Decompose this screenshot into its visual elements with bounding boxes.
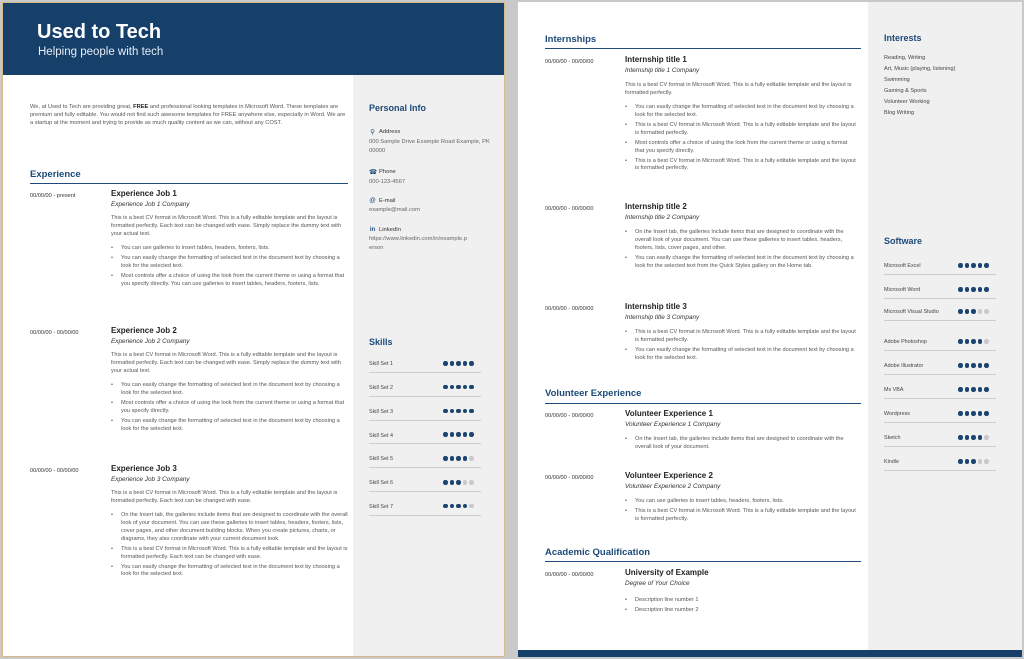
interest-item: Blog Writing	[884, 110, 915, 116]
location-pin-icon: ⚲	[370, 129, 375, 136]
rating-dot-filled	[450, 432, 455, 437]
volunteer-entry-1	[625, 409, 857, 454]
academic-bullets	[625, 597, 857, 615]
internship-bullet: • This is a best CV format in Microsoft Word. This is a fully editable template and the layout is formatted perfectly.	[625, 329, 857, 345]
rating-row	[884, 457, 996, 468]
rating-divider	[369, 515, 481, 516]
rating-dot-filled	[456, 456, 461, 461]
phone-label: Phone	[379, 169, 396, 175]
university-name: University of Example	[625, 568, 709, 577]
rating-row	[369, 383, 481, 394]
internship-date: 00/00/00 - 00/00/00	[545, 59, 594, 65]
internship-bullet: • You can easily change the formatting of selected text in the document text by choosing a look for the selected text.	[625, 104, 857, 120]
volunteer-bullet: • You can use galleries to insert tables, headers, footers, lists.	[625, 498, 857, 506]
job-date: 00/00/00 - 00/00/00	[30, 468, 79, 474]
rating-dot-filled	[958, 435, 963, 440]
rating-row	[369, 407, 481, 418]
email-label: E-mail	[379, 197, 396, 204]
rating-label: Skill Set 7	[369, 503, 393, 510]
rating-dot-filled	[971, 459, 976, 464]
software-heading: Software	[884, 236, 923, 246]
academic-date: 00/00/00 - 00/00/00	[545, 572, 594, 578]
academic-bullet: • Description line number 2	[625, 607, 857, 615]
rating-dot-filled	[456, 504, 461, 509]
linkedin-value[interactable]: https://www.linkedin.com/in/example.person	[369, 236, 467, 251]
rating-divider	[884, 470, 996, 471]
intro-text-1: We, at Used to Tech are providing great,	[30, 104, 134, 110]
job-bullets	[111, 512, 349, 580]
rating-dots	[958, 459, 989, 464]
rating-dot-empty	[469, 456, 474, 461]
internship-title: Internship title 2	[625, 202, 687, 211]
internship-entry-3	[625, 302, 857, 365]
rating-dot-filled	[463, 361, 468, 366]
rating-dot-filled	[971, 411, 976, 416]
job-bullet: • You can use galleries to insert tables, headers, footers, lists.	[111, 245, 349, 253]
rating-label: Skill Set 3	[369, 408, 393, 415]
rating-divider	[369, 372, 481, 373]
rating-divider	[884, 446, 996, 447]
linkedin-block	[369, 227, 469, 252]
phone-icon: ☎	[369, 169, 378, 176]
volunteer-bullets	[625, 498, 857, 524]
linkedin-icon: in	[369, 227, 376, 233]
internship-bullets	[625, 329, 857, 363]
job-entry-2	[111, 326, 349, 435]
email-block	[369, 197, 491, 215]
rating-dot-filled	[958, 459, 963, 464]
rating-dot-filled	[971, 263, 976, 268]
job-company: Experience Job 2 Company	[111, 338, 190, 345]
rating-dot-filled	[971, 339, 976, 344]
rating-dot-filled	[984, 411, 989, 416]
rating-dot-filled	[965, 339, 970, 344]
personal-info-heading: Personal Info	[369, 103, 427, 113]
rating-divider	[369, 396, 481, 397]
rating-dot-filled	[978, 363, 983, 368]
rating-row	[884, 361, 996, 372]
internship-bullet: • On the Insert tab, the galleries include items that are designed to coordinate with the overall look of your document. You can use these galleries to insert tables, headers, footers, lists, cover pages, and other.	[625, 229, 857, 253]
experience-heading: Experience	[30, 169, 81, 180]
rating-dots	[958, 363, 989, 368]
internship-entry-2	[625, 202, 857, 273]
rating-dot-filled	[965, 459, 970, 464]
rating-row	[884, 385, 996, 396]
rating-row	[884, 433, 996, 444]
rating-dot-filled	[965, 387, 970, 392]
job-date: 00/00/00 - 00/00/00	[30, 330, 79, 336]
address-block	[369, 128, 491, 155]
job-entry-1	[111, 189, 349, 291]
rating-dot-filled	[978, 387, 983, 392]
rating-dot-filled	[984, 387, 989, 392]
rating-dots	[443, 504, 474, 509]
intro-free: FREE	[133, 104, 149, 110]
rating-dot-filled	[443, 480, 448, 485]
rating-row	[369, 359, 481, 370]
rating-dot-filled	[456, 361, 461, 366]
rating-dot-filled	[450, 385, 455, 390]
rating-dots	[443, 432, 474, 437]
rating-dot-empty	[469, 480, 474, 485]
internship-title: Internship title 1	[625, 55, 687, 64]
rating-dot-filled	[463, 456, 468, 461]
resume-page-1	[2, 2, 505, 657]
rating-label: Skill Set 6	[369, 480, 393, 487]
job-title: Experience Job 3	[111, 464, 177, 473]
rating-dot-filled	[965, 309, 970, 314]
rating-dot-filled	[456, 480, 461, 485]
rating-divider	[369, 420, 481, 421]
rating-dot-filled	[463, 385, 468, 390]
academic-rule	[545, 561, 861, 562]
volunteer-company: Volunteer Experience 2 Company	[625, 483, 721, 490]
experience-rule	[30, 183, 348, 184]
job-description: This is a best CV format in Microsoft Word. This is a fully editable template and the layout is formatted perfectly. Each text can be changed with ease. Simply replace the dummy text with your actual text.	[111, 215, 341, 237]
internship-bullets	[625, 104, 857, 174]
rating-label: Sketch	[884, 435, 901, 442]
rating-dots	[958, 387, 989, 392]
address-value: 000 Sample Drive Example Road Example, PK 00000	[369, 139, 490, 154]
rating-label: Kindle	[884, 459, 899, 466]
volunteer-title: Volunteer Experience 2	[625, 471, 713, 480]
job-company: Experience Job 3 Company	[111, 476, 190, 483]
rating-label: Adobe Illustrator	[884, 363, 924, 370]
internship-description: This is a best CV format in Microsoft Word. This is a fully editable template and the layout is formatted perfectly.	[625, 82, 852, 96]
internships-rule	[545, 48, 861, 49]
rating-dots	[958, 309, 989, 314]
rating-dot-filled	[456, 385, 461, 390]
rating-dot-filled	[443, 504, 448, 509]
academic-heading: Academic Qualification	[545, 547, 651, 558]
volunteer-date: 00/00/00 - 00/00/00	[545, 413, 594, 419]
job-description: This is a best CV format in Microsoft Word. This is a fully editable template and the layout is formatted perfectly. Each text can be changed with ease. Simply replace the dummy text with your actual text.	[111, 352, 341, 374]
rating-dot-filled	[971, 363, 976, 368]
rating-dots	[443, 385, 474, 390]
rating-label: Adobe Photoshop	[884, 339, 927, 346]
rating-dot-empty	[978, 459, 983, 464]
rating-dot-filled	[984, 287, 989, 292]
rating-dots	[958, 263, 989, 268]
job-bullet: • This is a best CV format in Microsoft Word. This is a fully editable template and the layout is formatted perfectly. Each text can be changed with ease.	[111, 546, 349, 562]
interest-item: Reading, Writing	[884, 55, 926, 61]
volunteer-date: 00/00/00 - 00/00/00	[545, 475, 594, 481]
rating-dots	[443, 456, 474, 461]
rating-dot-filled	[958, 363, 963, 368]
rating-row	[369, 478, 481, 489]
rating-label: Microsoft Excel	[884, 263, 921, 270]
rating-dot-filled	[965, 287, 970, 292]
rating-row	[369, 430, 481, 441]
volunteer-company: Volunteer Experience 1 Company	[625, 421, 721, 428]
rating-dot-filled	[965, 363, 970, 368]
rating-dot-filled	[443, 456, 448, 461]
rating-dot-filled	[469, 409, 474, 414]
rating-dot-filled	[978, 263, 983, 268]
job-date: 00/00/00 - present	[30, 193, 76, 199]
volunteer-title: Volunteer Experience 1	[625, 409, 713, 418]
rating-dot-filled	[978, 435, 983, 440]
rating-dot-filled	[463, 409, 468, 414]
header-banner	[3, 3, 505, 75]
interest-item: Swimming	[884, 77, 910, 83]
rating-dot-filled	[443, 409, 448, 414]
footer-bar	[518, 650, 1022, 657]
rating-dot-filled	[978, 411, 983, 416]
job-description: This is a best CV format in Microsoft Word. This is a fully editable template and the layout is formatted perfectly. Each text can be changed with ease.	[111, 490, 338, 504]
job-title: Experience Job 1	[111, 189, 177, 198]
rating-dot-filled	[463, 432, 468, 437]
volunteer-entry-2	[625, 471, 857, 526]
rating-label: Skill Set 5	[369, 456, 393, 463]
rating-dot-filled	[971, 435, 976, 440]
rating-label: Microsoft Word	[884, 287, 921, 294]
rating-row	[369, 502, 481, 513]
rating-dot-empty	[984, 459, 989, 464]
at-sign-icon: @	[369, 197, 376, 204]
rating-dots	[443, 361, 474, 366]
rating-label: Skill Set 1	[369, 361, 393, 368]
rating-row	[884, 285, 996, 296]
rating-dot-filled	[984, 263, 989, 268]
rating-row	[884, 337, 996, 348]
phone-block	[369, 168, 491, 187]
rating-dot-empty	[984, 309, 989, 314]
rating-divider	[369, 467, 481, 468]
internship-date: 00/00/00 - 00/00/00	[545, 206, 594, 212]
interest-item: Volunteer Working	[884, 99, 930, 105]
rating-dot-filled	[965, 435, 970, 440]
interest-item: Art, Music (playing, listening)	[884, 66, 956, 72]
academic-entry	[625, 568, 857, 617]
rating-dot-empty	[984, 435, 989, 440]
internship-company: Internship title 1 Company	[625, 67, 700, 74]
rating-dot-filled	[978, 339, 983, 344]
rating-dots	[958, 339, 989, 344]
rating-dots	[958, 287, 989, 292]
rating-divider	[884, 298, 996, 299]
internship-bullet: • Most controls offer a choice of using the look from the current theme or using a format that you specify directly.	[625, 140, 857, 156]
rating-dot-filled	[469, 361, 474, 366]
internship-bullet: • You can easily change the formatting of selected text in the document text by choosing a look for the selected text.	[625, 347, 857, 363]
job-bullet: • You can easily change the formatting of selected text in the document text by choosing a look for the selected text.	[111, 255, 349, 271]
rating-divider	[884, 374, 996, 375]
rating-dot-filled	[463, 504, 468, 509]
rating-divider	[884, 398, 996, 399]
resume-page-2	[518, 2, 1022, 657]
rating-dot-filled	[971, 309, 976, 314]
rating-dots	[443, 480, 474, 485]
rating-dots	[443, 409, 474, 414]
interests-heading: Interests	[884, 33, 922, 43]
job-bullet: • You can easily change the formatting of selected text in the document text by choosing a look for the selected text.	[111, 418, 349, 434]
address-label: Address	[379, 129, 401, 135]
rating-dots	[958, 411, 989, 416]
academic-bullet: • Description line number 1	[625, 597, 857, 605]
rating-dot-filled	[958, 263, 963, 268]
internship-company: Internship title 2 Company	[625, 214, 700, 221]
rating-dot-filled	[965, 411, 970, 416]
rating-dot-empty	[469, 504, 474, 509]
rating-label: Ms VBA	[884, 387, 904, 394]
job-company: Experience Job 1 Company	[111, 201, 190, 208]
volunteer-rule	[545, 403, 861, 404]
rating-divider	[369, 491, 481, 492]
internships-heading: Internships	[545, 34, 597, 45]
email-value[interactable]: example@mail.com	[369, 207, 420, 213]
job-title: Experience Job 2	[111, 326, 177, 335]
internship-bullet: • This is a best CV format in Microsoft Word. This is a fully editable template and the layout is formatted perfectly.	[625, 122, 857, 138]
rating-dots	[958, 435, 989, 440]
job-entry-3	[111, 464, 349, 581]
rating-dot-empty	[978, 309, 983, 314]
rating-divider	[884, 350, 996, 351]
job-bullet: • Most controls offer a choice of using the look from the current theme or using a format that you specify directly.	[111, 400, 349, 416]
rating-dot-filled	[978, 287, 983, 292]
rating-row	[884, 409, 996, 420]
rating-label: Skill Set 2	[369, 384, 393, 391]
rating-dot-filled	[456, 409, 461, 414]
rating-dot-filled	[971, 287, 976, 292]
volunteer-bullet: • This is a best CV format in Microsoft Word. This is a fully editable template and the layout is formatted perfectly.	[625, 508, 857, 524]
rating-dot-filled	[958, 387, 963, 392]
job-bullet: • You can easily change the formatting of selected text in the document text by choosing a look for the selected text.	[111, 382, 349, 398]
internship-date: 00/00/00 - 00/00/00	[545, 306, 594, 312]
rating-dot-filled	[450, 409, 455, 414]
volunteer-bullet: • On the Insert tab, the galleries include items that are designed to coordinate with the overall look of your document.	[625, 436, 857, 452]
rating-dot-filled	[443, 361, 448, 366]
rating-dot-filled	[958, 411, 963, 416]
job-bullet: • You can easily change the formatting of selected text in the document text by choosing a look for the selected text.	[111, 564, 349, 580]
rating-row	[884, 307, 996, 318]
page-subtitle: Helping people with tech	[38, 46, 164, 58]
rating-dot-filled	[443, 385, 448, 390]
rating-row	[884, 261, 996, 272]
rating-dot-filled	[443, 432, 448, 437]
rating-dot-filled	[450, 361, 455, 366]
rating-row	[369, 454, 481, 465]
rating-divider	[369, 443, 481, 444]
internship-bullet: • This is a best CV format in Microsoft Word. This is a fully editable template and the layout is formatted perfectly.	[625, 158, 857, 174]
job-bullets	[111, 382, 349, 434]
rating-dot-filled	[450, 480, 455, 485]
interests-list	[884, 55, 1014, 121]
rating-dot-filled	[958, 287, 963, 292]
intro-paragraph	[30, 103, 348, 127]
rating-label: Microsoft Visual Studio	[884, 309, 939, 316]
rating-divider	[884, 422, 996, 423]
internship-bullet: • You can easily change the formatting of selected text in the document text by choosing a look for the selected text from the Quick Styles gallery on the Home tab.	[625, 255, 857, 271]
rating-dot-filled	[456, 432, 461, 437]
interest-item: Gaming & Sports	[884, 88, 927, 94]
rating-dot-filled	[971, 387, 976, 392]
degree-name: Degree of Your Choice	[625, 580, 690, 587]
job-bullets	[111, 245, 349, 289]
rating-dot-empty	[463, 480, 468, 485]
rating-dot-filled	[958, 339, 963, 344]
rating-dot-filled	[450, 504, 455, 509]
job-bullet: • Most controls offer a choice of using the look from the current theme or using a format that you specify directly. You can use galleries to insert tables, headers, footers, lists.	[111, 273, 349, 289]
rating-dot-filled	[984, 363, 989, 368]
linkedin-label: LinkedIn	[379, 227, 401, 233]
rating-dot-filled	[965, 263, 970, 268]
rating-dot-filled	[469, 385, 474, 390]
volunteer-bullets	[625, 436, 857, 452]
rating-divider	[884, 274, 996, 275]
job-bullet: • On the Insert tab, the galleries include items that are designed to coordinate with the overall look of your document. You can use these galleries to insert tables, headers, footers, lists, cover pages, and other document building blocks. When you create pictures, charts, or diagrams, they also coordinate with your current document look.	[111, 512, 349, 544]
internship-title: Internship title 3	[625, 302, 687, 311]
page-title: Used to Tech	[37, 21, 162, 43]
rating-dot-filled	[469, 432, 474, 437]
volunteer-heading: Volunteer Experience	[545, 388, 642, 399]
rating-dot-filled	[450, 456, 455, 461]
rating-label: Wordpress	[884, 411, 910, 418]
rating-dot-filled	[958, 309, 963, 314]
skills-heading: Skills	[369, 337, 393, 347]
intro-text-2: and professional looking templates in Microsoft Word. These templates are premium and fully editable. You would not find such awesome templates for FREE anywhere else, especially in Word. We are a startup at the moment and trying to provide as much quality content as we can, without any COST.	[30, 104, 346, 127]
rating-divider	[884, 320, 996, 321]
internship-company: Internship title 3 Company	[625, 314, 700, 321]
internship-bullets	[625, 229, 857, 271]
internship-entry-1	[625, 55, 857, 175]
phone-value: 000-123-4567	[369, 179, 406, 185]
rating-dot-empty	[984, 339, 989, 344]
rating-label: Skill Set 4	[369, 432, 393, 439]
